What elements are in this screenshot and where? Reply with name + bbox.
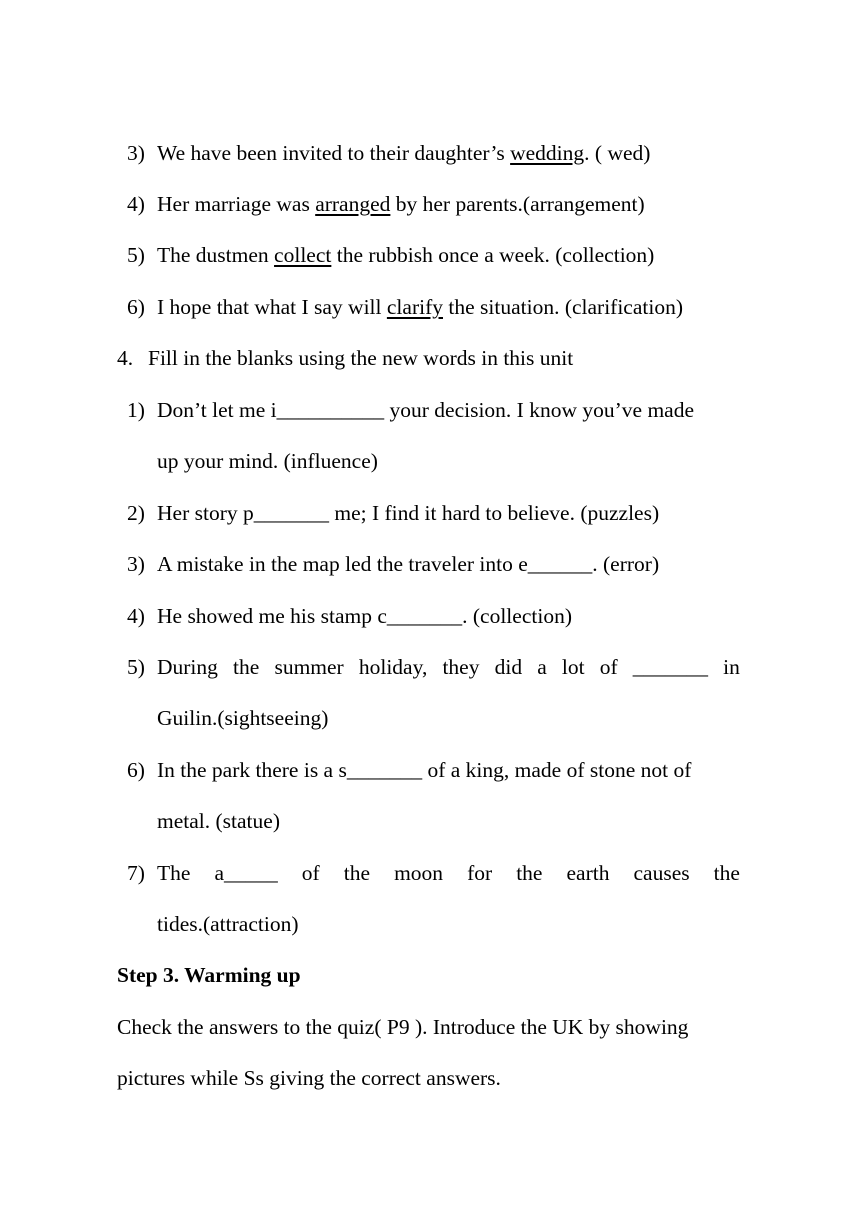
item-text: The a_____ of the moon for the earth causes the [157, 861, 740, 885]
item-text: He showed me his stamp c_______. (collection) [157, 604, 572, 628]
item-text: In the park there is a s_______ of a king, made of stone not of [157, 758, 692, 782]
item-text: A mistake in the map led the traveler into e______. (error) [157, 552, 660, 576]
item-number: 5) [127, 655, 145, 679]
answer-word: clarify [386, 295, 443, 319]
item-number: 7) [127, 861, 145, 885]
item-text: I hope that what I say will clarify the situation. (clarification) [157, 295, 683, 319]
item-text: metal. (statue) [157, 809, 280, 833]
item-number: 2) [127, 501, 145, 525]
item-number: 6) [127, 758, 145, 782]
answer-word: wedding [510, 141, 585, 165]
item-number: 6) [127, 295, 145, 319]
item-text: We have been invited to their daughter’s wedding. ( wed) [157, 141, 651, 165]
section-title: Fill in the blanks using the new words in this unit [148, 346, 574, 370]
section-number: 4. [117, 346, 134, 370]
item-text: During the summer holiday, they did a lot of _______ in [157, 655, 740, 679]
item-number: 4) [127, 604, 145, 628]
answer-word: collect [274, 243, 332, 267]
paragraph-line: Check the answers to the quiz( P9 ). Introduce the UK by showing [117, 1015, 689, 1039]
item-text: Guilin.(sightseeing) [157, 706, 329, 730]
item-number: 4) [127, 192, 145, 216]
item-number: 3) [127, 552, 145, 576]
paragraph-line: pictures while Ss giving the correct answers. [117, 1066, 501, 1090]
item-text: tides.(attraction) [157, 912, 299, 936]
item-number: 1) [127, 398, 145, 422]
item-text: up your mind. (influence) [157, 449, 378, 473]
item-number: 5) [127, 243, 145, 267]
item-text: Her story p_______ me; I find it hard to believe. (puzzles) [157, 501, 660, 525]
item-text: Her marriage was arranged by her parents.(arrangement) [157, 192, 645, 216]
item-number: 3) [127, 141, 145, 165]
item-text: The dustmen collect the rubbish once a week. (collection) [157, 243, 655, 267]
answer-word: arranged [315, 192, 391, 216]
item-text: Don’t let me i__________ your decision. I know you’ve made [157, 398, 695, 422]
step-heading: Step 3. Warming up [117, 963, 301, 987]
